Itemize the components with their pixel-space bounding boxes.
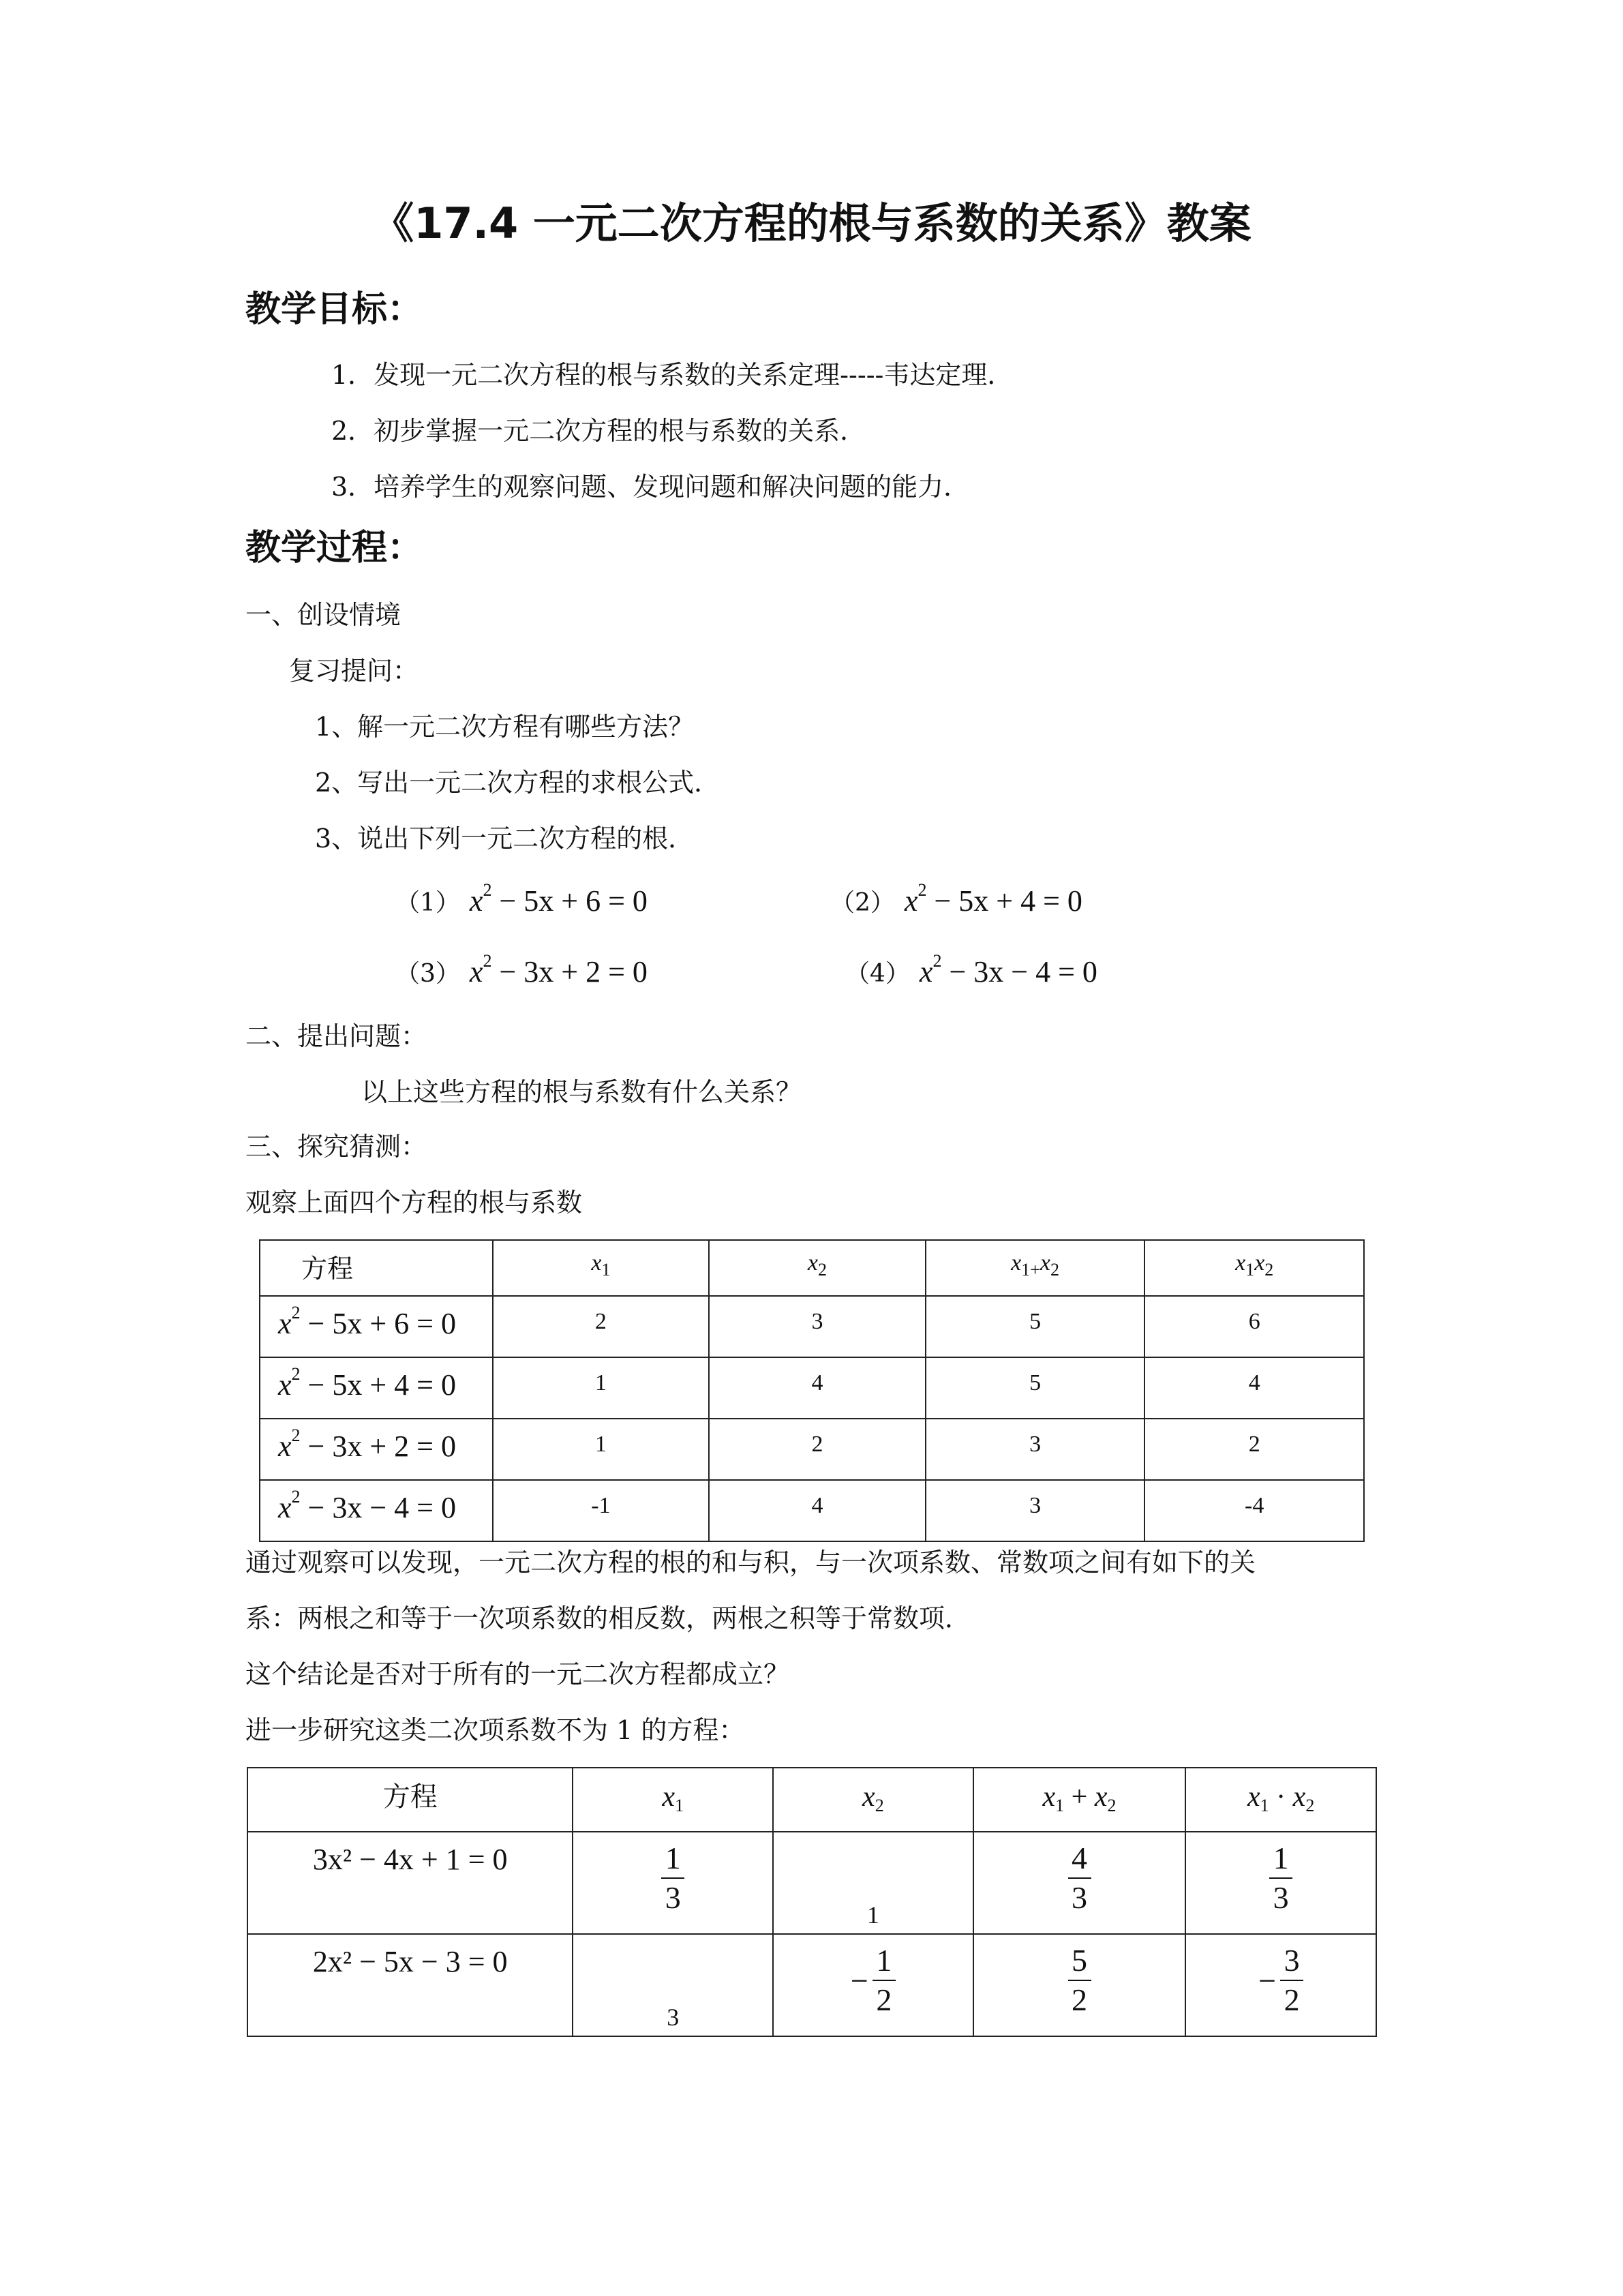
table-1-sum: 3	[926, 1419, 1145, 1480]
table-2-x2: − $\frac{1}{2}$	[773, 1934, 973, 2036]
table-2-product: − $\frac{3}{2}$	[1185, 1934, 1376, 2036]
table-1-header-x2: $x_2$	[709, 1240, 926, 1296]
table-1-equation: $x^2 - 3x - 4 = 0$	[260, 1480, 493, 1541]
table-1-x2: 3	[709, 1296, 926, 1357]
table-2-header-row	[247, 1768, 1376, 1832]
objective-item-2: 2．初步掌握一元二次方程的根与系数的关系．	[331, 416, 866, 446]
table-1-x1: -1	[493, 1480, 710, 1541]
table-2-x1: 3	[573, 1934, 773, 2036]
table-2-x1: $\frac{1}{3}$	[573, 1832, 773, 1934]
table-2-header-equation: 方程	[247, 1768, 573, 1832]
table-1-sum: 3	[926, 1480, 1145, 1541]
roots-table-2	[247, 1767, 1377, 2037]
table-1-sum: 5	[926, 1296, 1145, 1357]
table-1-x2: 4	[709, 1357, 926, 1419]
table-2-equation: 3x² − 4x + 1 = 0	[247, 1832, 573, 1934]
table-1-header-sum: $x_{1+}x_2$	[926, 1240, 1145, 1296]
equation-3: （3） $x^2 - 3x + 2 = 0$	[395, 951, 648, 988]
table-1-x1: 2	[493, 1296, 710, 1357]
table-row	[260, 1357, 1364, 1419]
question-2-text: 以上这些方程的根与系数有什么关系？	[361, 1077, 802, 1107]
table-1-product: 6	[1144, 1296, 1364, 1357]
table-row	[260, 1296, 1364, 1357]
objective-item-1: 1．发现一元二次方程的根与系数的关系定理-----韦达定理．	[331, 360, 1014, 390]
table-1-x2: 4	[709, 1480, 926, 1541]
table-2-equation: 2x² − 5x − 3 = 0	[247, 1934, 573, 2036]
further-study-text: 进一步研究这类二次项系数不为 1 的方程：	[245, 1715, 745, 1745]
table-2-x2: 1	[773, 1832, 973, 1934]
table-1-equation: $x^2 - 3x + 2 = 0$	[260, 1419, 493, 1480]
section-2-heading: 二、提出问题：	[245, 1021, 427, 1051]
table-row	[247, 1934, 1376, 2036]
table-1-header-product: $x_1x_2$	[1144, 1240, 1364, 1296]
question-3-text: 这个结论是否对于所有的一元二次方程都成立？	[245, 1659, 790, 1689]
table-1-equation: $x^2 - 5x + 4 = 0$	[260, 1357, 493, 1419]
table-1-equation: $x^2 - 5x + 6 = 0$	[260, 1296, 493, 1357]
review-question-1: 1、解一元二次方程有哪些方法？	[315, 712, 695, 742]
table-1-sum: 5	[926, 1357, 1145, 1419]
table-2-header-sum: $x_1 + x_2$	[973, 1768, 1186, 1832]
table-2-sum: $\frac{4}{3}$	[973, 1832, 1186, 1934]
review-question-3: 3、说出下列一元二次方程的根．	[315, 824, 695, 854]
review-question-2: 2、写出一元二次方程的求根公式．	[315, 768, 721, 798]
equation-2: （2） $x^2 - 5x + 4 = 0$	[830, 880, 1082, 918]
table-1-x2: 2	[709, 1419, 926, 1480]
section-3-heading: 三、探究猜测：	[245, 1132, 427, 1162]
table-1-product: 2	[1144, 1419, 1364, 1480]
objectives-heading: 教学目标：	[245, 289, 423, 330]
table-row	[247, 1832, 1376, 1934]
table-row	[260, 1419, 1364, 1480]
conclusion-line-1: 通过观察可以发现，一元二次方程的根的和与积，与一次项系数、常数项之间有如下的关	[245, 1547, 1256, 1577]
table-1-header-equation: 方程	[260, 1240, 493, 1296]
table-2-sum: $\frac{5}{2}$	[973, 1934, 1186, 2036]
roots-table-1	[259, 1239, 1365, 1542]
review-label: 复习提问：	[289, 656, 419, 686]
table-1-x1: 1	[493, 1419, 710, 1480]
table-2-header-product: $x_1 \cdot x_2$	[1185, 1768, 1376, 1832]
section-1-heading: 一、创设情境	[245, 600, 401, 630]
observe-text: 观察上面四个方程的根与系数	[245, 1188, 583, 1218]
table-row	[260, 1480, 1364, 1541]
table-2-header-x1: $x_1$	[573, 1768, 773, 1832]
conclusion-line-2: 系：两根之和等于一次项系数的相反数，两根之积等于常数项．	[245, 1603, 971, 1633]
table-1-product: 4	[1144, 1357, 1364, 1419]
equation-4: （4） $x^2 - 3x - 4 = 0$	[845, 951, 1097, 988]
equation-1: （1） $x^2 - 5x + 6 = 0$	[395, 880, 648, 918]
page-title: 《17.4 一元二次方程的根与系数的关系》教案	[371, 198, 1252, 248]
table-1-product: -4	[1144, 1480, 1364, 1541]
objective-item-3: 3．培养学生的观察问题、发现问题和解决问题的能力．	[331, 472, 970, 502]
table-1-header-x1: $x_1$	[493, 1240, 710, 1296]
table-1-header-row	[260, 1240, 1364, 1296]
table-1-x1: 1	[493, 1357, 710, 1419]
process-heading: 教学过程：	[245, 528, 423, 569]
table-2-product: $\frac{1}{3}$	[1185, 1832, 1376, 1934]
table-2-header-x2: $x_2$	[773, 1768, 973, 1832]
